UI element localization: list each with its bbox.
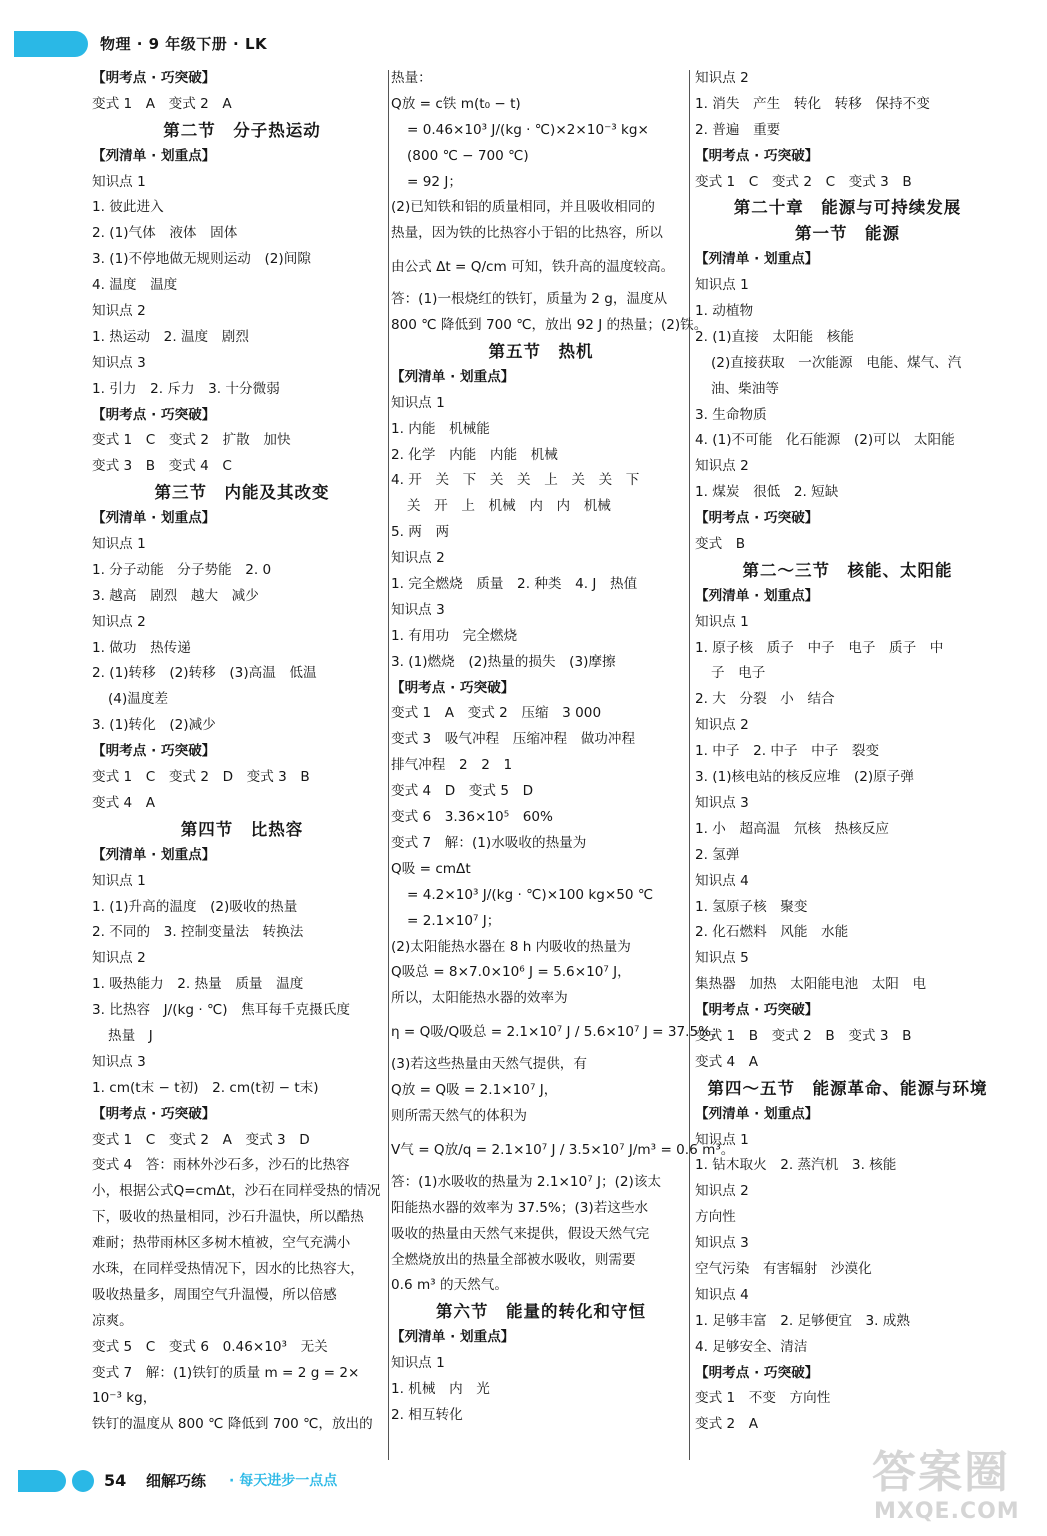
answer-column-1: [92, 66, 392, 1438]
answer-line: 变式 2 A: [695, 1416, 759, 1433]
answer-line: 变式 1 不变 方向性: [695, 1390, 831, 1407]
answer-line: 铁钉的温度从 800 ℃ 降低到 700 ℃，放出的: [92, 1416, 373, 1433]
answer-line: 子 电子: [711, 665, 766, 682]
answer-line: 1. 氢原子核 聚变: [695, 898, 808, 915]
answer-line: 知识点 2: [695, 717, 749, 734]
answer-line: 所以，太阳能热水器的效率为: [391, 990, 568, 1007]
answer-line: 知识点 2: [92, 613, 146, 630]
answer-line: (2)已知铁和铝的质量相同，并且吸收相同的: [391, 199, 655, 216]
answer-line: 知识点 3: [92, 354, 146, 371]
answer-line: 水珠，在同样受热情况下，因水的比热容大，: [92, 1260, 364, 1277]
answer-line: 变式 1 C 变式 2 C 变式 3 B: [695, 173, 912, 190]
answer-line: 变式 3 吸气冲程 压缩冲程 做功冲程: [391, 731, 636, 748]
answer-line: = 2.1×10⁷ J；: [407, 912, 501, 929]
answer-line: 变式 4 D 变式 5 D: [391, 783, 534, 800]
subsection-label: 【明考点 · 巧突破】: [695, 147, 819, 164]
answer-line: 阳能热水器的效率为 37.5%；(3)若这些水: [391, 1199, 649, 1216]
answer-line: 变式 7 解：(1)水吸收的热量为: [391, 834, 587, 851]
answer-line: 变式 3 B 变式 4 C: [92, 458, 232, 475]
answer-line: 2. 不同的 3. 控制变量法 转换法: [92, 924, 304, 941]
answer-line: 变式 1 A 变式 2 A: [92, 95, 232, 112]
answer-line: V气 = Q放/q = 2.1×10⁷ J / 3.5×10⁷ J/m³ = 0.6 m³。: [391, 1141, 735, 1158]
answer-line: 难耐；热带雨林区多树木植被，空气充满小: [92, 1235, 351, 1252]
answer-line: 800 ℃ 降低到 700 ℃，放出 92 J 的热量；(2)铁。: [391, 317, 708, 334]
answer-line: 变式 4 答：雨林外沙石多，沙石的比热容: [92, 1157, 350, 1174]
answer-line: 知识点 4: [695, 872, 749, 889]
answer-line: 1. 钻木取火 2. 蒸汽机 3. 核能: [695, 1157, 897, 1174]
answer-line: 变式 1 C 变式 2 D 变式 3 B: [92, 769, 310, 786]
answer-line: 知识点 5: [695, 950, 749, 967]
answer-line: 答：(1)水吸收的热量为 2.1×10⁷ J；(2)该太: [391, 1173, 662, 1190]
answer-line: 知识点 1: [695, 1131, 749, 1148]
answer-line: 知识点 2: [695, 70, 749, 86]
header-title: 物理 · 9 年级下册 · LK: [100, 35, 268, 53]
answer-line: 1. 热运动 2. 温度 剧烈: [92, 328, 249, 345]
watermark-text: 答案圈: [872, 1447, 1010, 1498]
answer-line: 知识点 1: [92, 872, 146, 889]
answer-line: 小，根据公式Q=cmΔt，沙石在同样受热的情况: [92, 1183, 381, 1200]
answer-line: 2. 大 分裂 小 结合: [695, 691, 835, 708]
answer-line: 1. 机械 内 光: [391, 1380, 490, 1397]
section-heading: 第五节 热机: [488, 342, 594, 362]
answer-line: = 92 J；: [407, 173, 462, 190]
answer-line: 2. (1)气体 液体 固体: [92, 225, 238, 242]
answer-line: 集热器 加热 太阳能电池 太阳 电: [695, 976, 927, 993]
answer-line: 知识点 2: [92, 950, 146, 967]
subsection-label: 【明考点 · 巧突破】: [92, 1105, 216, 1122]
section-heading: 第一节 能源: [795, 224, 900, 244]
answer-line: 变式 B: [695, 536, 746, 553]
section-heading: 第三节 内能及其改变: [154, 483, 330, 503]
answer-line: 知识点 3: [391, 601, 445, 618]
answer-line: 1. 原子核 质子 中子 电子 质子 中: [695, 639, 944, 656]
answer-line: 1. 小 超高温 氘核 热核反应: [695, 820, 890, 837]
answer-line: 1. 有用功 完全燃烧: [391, 627, 518, 644]
section-heading: 第六节 能量的转化和守恒: [436, 1302, 646, 1322]
answer-line: 3. (1)转化 (2)减少: [92, 717, 216, 734]
answer-line: 1. 煤炭 很低 2. 短缺: [695, 484, 839, 501]
answer-line: 吸收热量多，周围空气升温慢，所以倍感: [92, 1286, 337, 1303]
answer-line: 0.6 m³ 的天然气。: [391, 1277, 508, 1294]
answer-line: 2. 相互转化: [391, 1406, 463, 1423]
answer-line: 1. 彼此进入: [92, 199, 164, 216]
section-heading: 第四节 比热容: [180, 819, 304, 839]
answer-line: 变式 5 C 变式 6 0.46×10³ 无关: [92, 1338, 328, 1355]
answer-line: 1. 消失 产生 转化 转移 保持不变: [695, 95, 930, 112]
answer-line: (2)太阳能热水器在 8 h 内吸收的热量为: [391, 938, 631, 955]
footer-accent-bar: [18, 1470, 66, 1492]
answer-line: 方向性: [695, 1209, 736, 1226]
section-heading: 第二十章 能源与可持续发展: [733, 198, 962, 218]
section-heading: 第二节 分子热运动: [163, 120, 321, 140]
answer-line: Q吸 = cmΔt: [391, 860, 471, 877]
answer-line: 知识点 1: [92, 173, 146, 190]
answer-line: 1. 动植物: [695, 303, 754, 320]
answer-line: 热量 J: [108, 1027, 153, 1044]
answer-line: 2. (1)转移 (2)转移 (3)高温 低温: [92, 665, 317, 682]
subsection-label: 【列清单 · 划重点】: [92, 510, 216, 527]
answer-line: 3. 越高 剧烈 越大 减少: [92, 587, 259, 604]
answer-line: 3. (1)核电站的核反应堆 (2)原子弹: [695, 769, 914, 786]
answer-line: 3. (1)燃烧 (2)热量的损失 (3)摩擦: [391, 653, 616, 670]
watermark-logo: [868, 1448, 1038, 1528]
footer-accent-dot: [72, 1470, 94, 1492]
subsection-label: 【明考点 · 巧突破】: [391, 679, 515, 696]
subsection-label: 【列清单 · 划重点】: [391, 1329, 515, 1346]
answer-line: 知识点 2: [695, 458, 749, 475]
answer-line: 由公式 Δt = Q/cm 可知，铁升高的温度较高。: [391, 259, 675, 276]
answer-line: 变式 7 解：(1)铁钉的质量 m = 2 g = 2×: [92, 1364, 360, 1381]
answer-line: = 4.2×10³ J/(kg · ℃)×100 kg×50 ℃: [407, 886, 654, 903]
subsection-label: 【明考点 · 巧突破】: [695, 1002, 819, 1019]
header-accent-bar: [14, 31, 88, 57]
answer-line: 变式 6 3.36×10⁵ 60%: [391, 809, 553, 826]
answer-line: 知识点 1: [695, 613, 749, 630]
subsection-label: 【列清单 · 划重点】: [695, 1105, 819, 1122]
subsection-label: 【列清单 · 划重点】: [92, 846, 216, 863]
answer-line: = 0.46×10³ J/(kg · ℃)×2×10⁻³ kg×: [407, 121, 649, 138]
answer-line: 1. 足够丰富 2. 足够便宜 3. 成熟: [695, 1312, 910, 1329]
answer-line: 全燃烧放出的热量全部被水吸收，则需要: [391, 1251, 636, 1268]
answer-line: 热量：: [391, 70, 432, 86]
watermark-url: MXQE.COM: [874, 1499, 1020, 1524]
answer-line: 1. 做功 热传递: [92, 639, 191, 656]
answer-line: 关 开 上 机械 内 内 机械: [407, 498, 611, 515]
answer-line: η = Q吸/Q吸总 = 2.1×10⁷ J / 5.6×10⁷ J = 37.5%；: [391, 1024, 725, 1041]
answer-line: 3. (1)不停地做无规则运动 (2)间隙: [92, 251, 311, 268]
answer-line: 4. 足够安全、清洁: [695, 1338, 808, 1355]
answer-line: 变式 1 A 变式 2 压缩 3 000: [391, 705, 602, 722]
answer-line: 变式 1 C 变式 2 扩散 加快: [92, 432, 291, 449]
answer-line: 3. 生命物质: [695, 406, 767, 423]
answer-line: 知识点 4: [695, 1286, 749, 1303]
page-header: [0, 28, 700, 60]
answer-line: 1. 分子动能 分子势能 2. 0: [92, 561, 272, 578]
answer-line: 2. 氢弹: [695, 846, 740, 863]
answer-line: 4. 温度 温度: [92, 277, 178, 294]
answer-line: 知识点 3: [695, 794, 749, 811]
page-footer: [0, 1462, 700, 1502]
answer-line: (800 ℃ − 700 ℃): [407, 147, 529, 164]
answer-line: 排气冲程 2 2 1: [391, 757, 513, 774]
answer-line: 2. (1)直接 太阳能 核能: [695, 328, 854, 345]
answer-line: 热量，因为铁的比热容小于铝的比热容，所以: [391, 225, 663, 242]
footer-motto: · 每天进步一点点: [229, 1473, 338, 1489]
answer-line: 答：(1)一根烧红的铁钉，质量为 2 g，温度从: [391, 291, 668, 308]
answer-line: 变式 4 A: [92, 794, 156, 811]
page-number: 54: [104, 1471, 127, 1490]
answer-line: Q吸总 = 8×7.0×10⁶ J = 5.6×10⁷ J，: [391, 964, 631, 981]
answer-line: 知识点 2: [92, 303, 146, 320]
answer-line: (3)若这些热量由天然气提供，有: [391, 1056, 587, 1073]
subsection-label: 【明考点 · 巧突破】: [695, 1364, 819, 1381]
subsection-label: 【列清单 · 划重点】: [92, 147, 216, 164]
answer-line: (4)温度差: [108, 691, 169, 708]
answer-line: 知识点 1: [695, 277, 749, 294]
answer-line: 1. 中子 2. 中子 中子 裂变: [695, 743, 880, 760]
answer-line: 1. 吸热能力 2. 热量 质量 温度: [92, 976, 304, 993]
subsection-label: 【列清单 · 划重点】: [695, 587, 819, 604]
section-heading: 第二～三节 核能、太阳能: [742, 560, 953, 580]
answer-line: Q放 = Q吸 = 2.1×10⁷ J，: [391, 1082, 558, 1099]
answer-line: 变式 1 C 变式 2 A 变式 3 D: [92, 1131, 310, 1148]
answer-line: 下，吸收的热量相同，沙石升温快，所以酷热: [92, 1209, 364, 1226]
answer-line: 2. 化学 内能 内能 机械: [391, 446, 558, 463]
answer-line: 则所需天然气的体积为: [391, 1107, 527, 1124]
answer-line: 油、柴油等: [711, 380, 779, 397]
answer-line: 变式 1 B 变式 2 B 变式 3 B: [695, 1027, 912, 1044]
answer-line: 1. (1)升高的温度 (2)吸收的热量: [92, 898, 298, 915]
section-heading: 第四～五节 能源革命、能源与环境: [707, 1078, 988, 1098]
answer-line: 知识点 2: [695, 1183, 749, 1200]
answer-line: 知识点 1: [92, 536, 146, 553]
answer-line: 1. 完全燃烧 质量 2. 种类 4. J 热值: [391, 576, 638, 593]
subsection-label: 【列清单 · 划重点】: [695, 251, 819, 268]
answer-line: 1. cm(t末 − t初) 2. cm(t初 − t末): [92, 1079, 319, 1096]
answer-line: 知识点 1: [391, 394, 445, 411]
answer-line: 10⁻³ kg，: [92, 1390, 157, 1407]
answer-line: 知识点 3: [92, 1053, 146, 1070]
answer-line: Q放 = c铁 m(t₀ − t): [391, 95, 521, 112]
answer-line: 变式 4 A: [695, 1053, 759, 1070]
answer-line: 知识点 3: [695, 1235, 749, 1252]
answer-line: 2. 化石燃料 风能 水能: [695, 924, 849, 941]
answer-line: 空气污染 有害辐射 沙漠化: [695, 1260, 872, 1277]
answer-line: 凉爽。: [92, 1312, 133, 1329]
answer-line: 4. 开 关 下 关 关 上 关 关 下: [391, 472, 640, 489]
answer-line: 1. 内能 机械能: [391, 420, 490, 437]
answer-line: 1. 引力 2. 斥力 3. 十分微弱: [92, 380, 280, 397]
subsection-label: 【明考点 · 巧突破】: [92, 743, 216, 760]
answer-line: 知识点 2: [391, 550, 445, 567]
answer-line: (2)直接获取 一次能源 电能、煤气、汽: [711, 354, 962, 371]
subsection-label: 【列清单 · 划重点】: [391, 368, 515, 385]
subsection-label: 【明考点 · 巧突破】: [92, 406, 216, 423]
answer-line: 2. 普遍 重要: [695, 121, 781, 138]
answer-line: 5. 两 两: [391, 524, 450, 541]
answer-line: 吸收的热量由天然气来提供，假设天然气完: [391, 1225, 650, 1242]
answer-line: 知识点 1: [391, 1355, 445, 1372]
answer-line: 3. 比热容 J/(kg · ℃) 焦耳每千克摄氏度: [92, 1002, 350, 1019]
answer-column-3: [695, 66, 1000, 1438]
subsection-label: 【明考点 · 巧突破】: [92, 70, 216, 86]
subsection-label: 【明考点 · 巧突破】: [695, 510, 819, 527]
answer-line: 4. (1)不可能 化石能源 (2)可以 太阳能: [695, 432, 955, 449]
book-name: 细解巧练: [146, 1472, 207, 1490]
